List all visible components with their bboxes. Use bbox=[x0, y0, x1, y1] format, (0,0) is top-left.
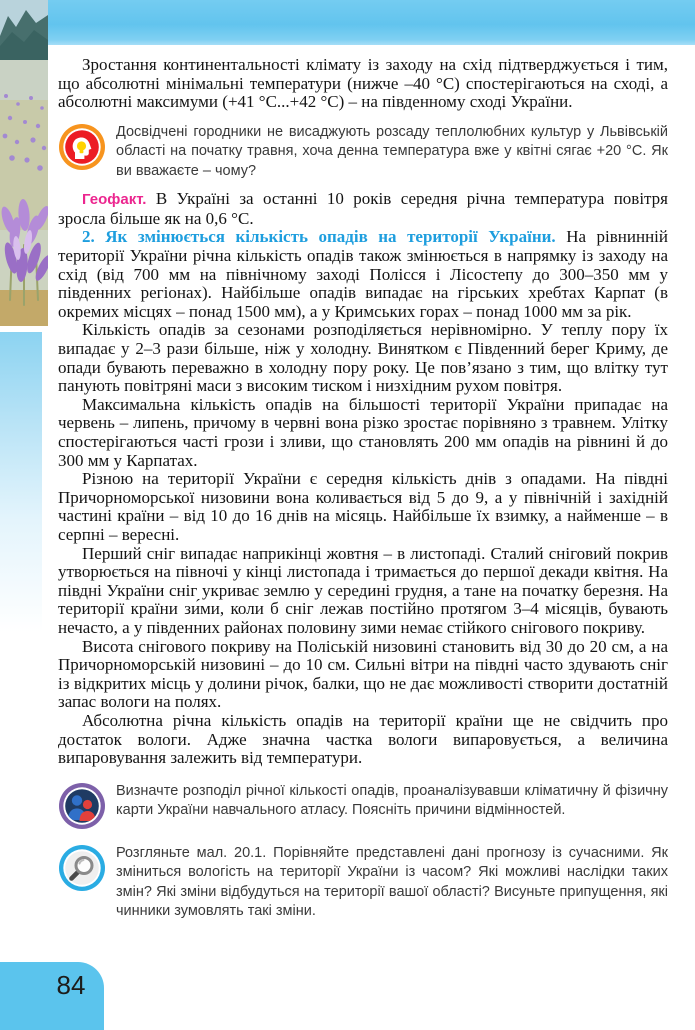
think-task-text: Досвідчені городники не висаджують розсаду теплолюбних культур у Львівській області на початку травня, хоча денна температура вже у квітні сягає +20 °С. Як ви вважаєте – чому? bbox=[116, 123, 668, 179]
paragraph-continental: Зростання континентальності клімату із заходу на схід підтверджується і тим, що абсолютні мінімальні температури (нижче –40 °С) спостерігаються на сході, а абсолютні максимуми (+41 °С...+42 °С) – на південному сході України. bbox=[58, 55, 668, 112]
magnifier-icon bbox=[58, 844, 106, 892]
two-people-icon bbox=[58, 782, 106, 830]
groupwork-task-text: Визначте розподіл річної кількості опадів, проаналізувавши кліматичну й фізичну карти України навчального атласу. Поясніть причини відмінностей. bbox=[116, 782, 668, 819]
top-accent-bar bbox=[48, 0, 695, 45]
observe-task-text: Розгляньте мал. 20.1. Порівняйте представлені дані прогнозу із сучасними. Як зміниться вологість на території України із часом? Які можливі наслідки таких змін? Які зміни відбудуться на території вашої області? Висуньте припущення, які чинники зумовлять такі зміни. bbox=[116, 844, 668, 920]
think-task-box bbox=[58, 123, 668, 182]
section2-paragraph bbox=[58, 228, 668, 321]
paragraph-days-with-precipitation: Різною на території України є середня кількість днів з опадами. На півдні Причорноморської низовини вона коливається від 5 до 9, а у північній і західній частині країни – від 10 до 16 днів на місяць. Найбільше їх взимку, а найменше – в серпні – вересні. bbox=[58, 469, 668, 544]
observe-task-box bbox=[58, 844, 668, 922]
groupwork-task-box bbox=[58, 782, 668, 830]
paragraph-snow-height: Висота снігового покриву на Поліській низовині становить від 30 до 20 см, а на Причорноморській низовині – до 10 см. Сильні вітри на півдні часто здувають сніг із відкритих місць у долини річок, балки, що не дає можливості створити достатній запас вологи на полях. bbox=[58, 636, 668, 712]
paragraph-seasons: Кількість опадів за сезонами розподіляється нерівномірно. У теплу пору їх випадає у 2–3 рази більше, ніж у холодну. Винятком є Південний берег Криму, де опади бувають переважно в холодну пору року. Це пов’язано з тим, що влітку тут панують повітряні маси з високим тиском і низхідним рухом повітря. bbox=[58, 320, 668, 396]
geofact-text: В Україні за останні 10 років середня річна температура повітря зросла більше як на 0,6 °С. bbox=[58, 189, 668, 228]
paragraph-absolute-precipitation: Абсолютна річна кількість опадів на території країни ще не свідчить про достаток вологи. Адже значна частка вологи випаровується, а величина випаровування залежить від температури. bbox=[58, 710, 668, 768]
paragraph-max-precipitation: Максимальна кількість опадів на більшості території України припадає на червень – липень, причому в червні вона різко зростає порівняно з травнем. Улітку спостерігаються часті грози і зливи, що становлять 200 мм опадів на рівнині й до 300 мм у Карпатах. bbox=[58, 394, 668, 470]
paragraph-first-snow: Перший сніг випадає наприкінці жовтня – в листопаді. Сталий сніговий покрив утворюється на півночі у кінці листопада і тримається до першої декади квітня. На півдні України сніг укриває землю у середині грудня, а тане на початку березня. На території країни зи́ми, коли б сніг лежав постійно протягом 3–4 місяців, бувають нечасто, а у південних районах половину зими немає стійкого снігового покриву. bbox=[58, 543, 668, 637]
section2-heading: 2. Як змінюється кількість опадів на території України. bbox=[82, 227, 556, 247]
page-number: 84 bbox=[56, 970, 86, 1000]
geofact-paragraph bbox=[58, 190, 668, 228]
head-lightbulb-icon bbox=[58, 123, 106, 171]
geofact-label: Геофакт. bbox=[82, 191, 147, 209]
side-accent-gradient bbox=[0, 332, 42, 632]
page-number-badge bbox=[0, 962, 104, 1030]
section2-text: На рівнинній території України річна кількість опадів також змінюється в напрямку із заходу на схід (від 700 мм на північному заході Полісся і Лісостепу до 300–350 мм у південних регіонах). Найбільше опадів випадає на гірських хребтах Карпат (в окремих місцях – понад 1500 мм), а у Кримських горах – понад 1000 мм за рік. bbox=[58, 227, 669, 321]
crocus-meadow-photo bbox=[0, 0, 48, 326]
page-content bbox=[58, 56, 668, 922]
